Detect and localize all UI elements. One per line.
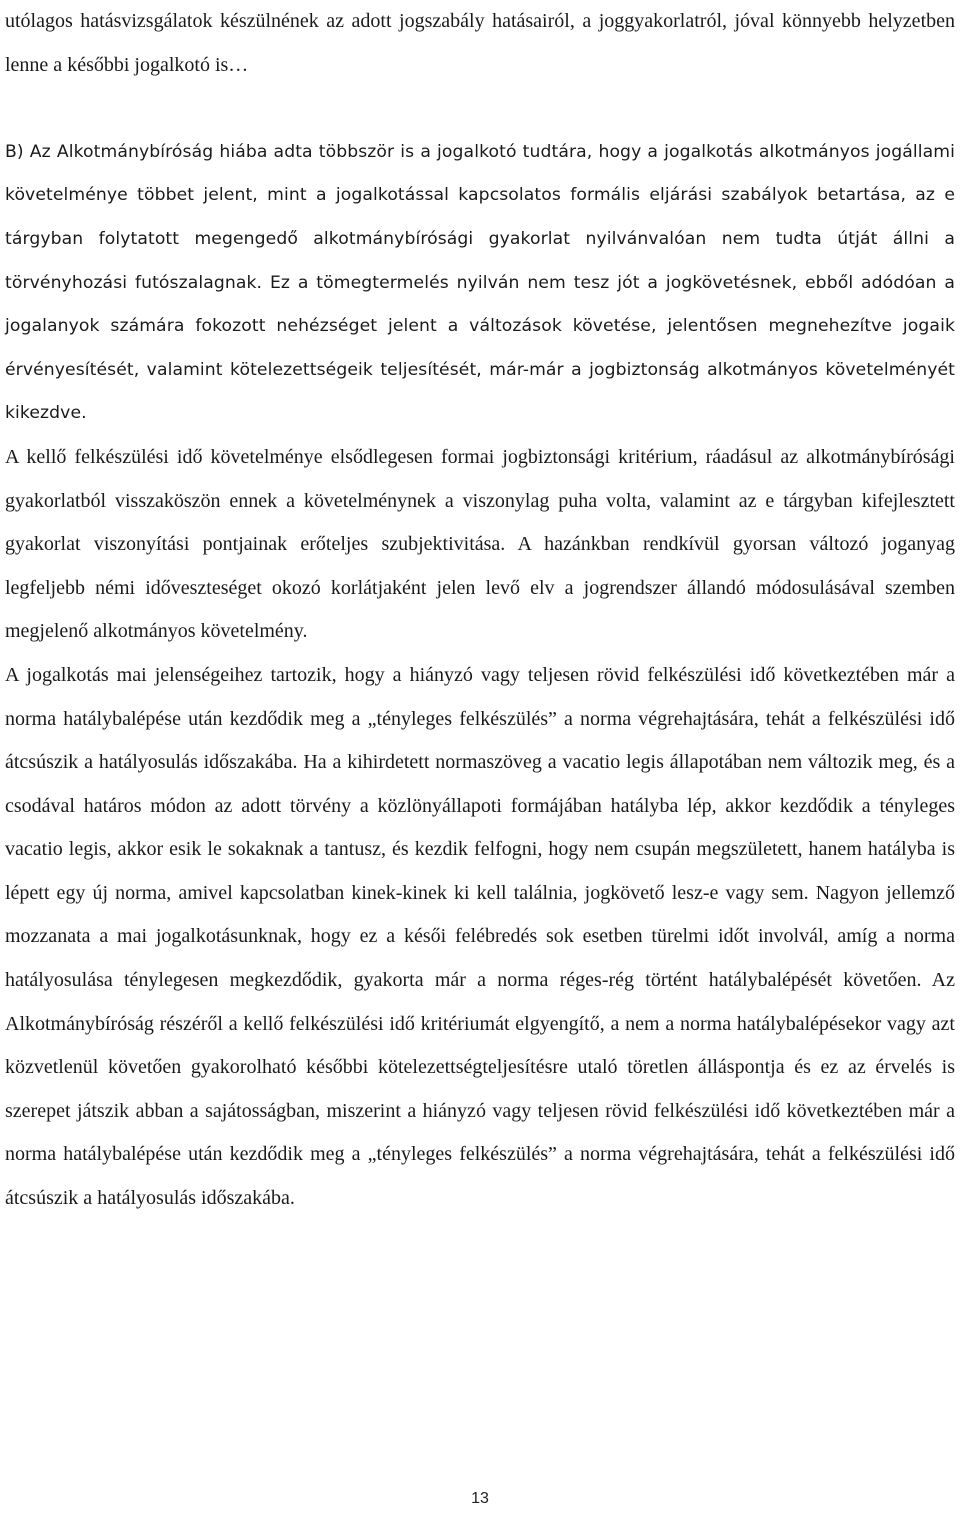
page-number: 13 (471, 1490, 489, 1507)
paragraph-b-constitutional-court: B) Az Alkotmánybíróság hiába adta többször is a jogalkotó tudtára, hogy a jogalkotás alkotmányos jogállami követelménye többet jelent, mint a jogalkotással kapcsolatos formális eljárási szabályok betartása, az e tárgyban folytatott megengedő alkotmánybírósági gyakorlat nyilvánvalóan nem tudta útját állni a törvényhozási futószalagnak. Ez a tömegtermelés nyilván nem tesz jót a jogkövetésnek, ebből adódóan a jogalanyok számára fokozott nehézséget jelent a változások követése, jelentősen megnehezítve jogaik érvényesítését, valamint kötelezettségeik teljesítését, már-már a jogbiztonság alkotmányos követelményét kikezdve. (5, 141, 955, 424)
document-page (5, 0, 955, 1221)
paragraph-legislation-phenomena: A jogalkotás mai jelenségeihez tartozik, hogy a hiányzó vagy teljesen rövid felkészülési idő következtében már a norma hatálybalépése után kezdődik meg a „tényleges felkészülés” a norma végrehajtására, tehát a felkészülési idő átcsúszik a hatályosulás időszakába. Ha a kihirdetett normaszöveg a vacatio legis állapotában nem változik meg, és a csodával határos módon az adott törvény a közlönyállapoti formájában hatályba lép, akkor kezdődik a tényleges vacatio legis, akkor esik le sokaknak a tantusz, és kezdik felfogni, hogy nem csupán megszületett, hanem hatályba is lépett egy új norma, amivel kapcsolatban kinek-kinek ki kell találnia, jogkövető lesz-e vagy sem. Nagyon jellemző mozzanata a mai jogalkotásunknak, hogy ez a késői felébredés sok esetben türelmi időt involvál, amíg a norma hatályosulása ténylegesen megkezdődik, gyakorta már a norma réges-rég történt hatálybalépését követően. Az Alkotmánybíróság részéről a kellő felkészülési idő kritériumát elgyengítő, a nem a norma hatálybalépésekor vagy azt közvetlenül követően gyakorolható későbbi kötelezettségteljesítésre utaló töretlen álláspontja és ez az érvelés is szerepet játszik abban a sajátosságban, miszerint a hiányzó vagy teljesen rövid felkészülési idő következtében már a norma hatálybalépése után kezdődik meg a „tényleges felkészülés” a norma végrehajtására, tehát a felkészülési idő átcsúszik a hatályosulás időszakába. (5, 663, 955, 1210)
paragraph-preparation-time: A kellő felkészülési idő követelménye elsődlegesen formai jogbiztonsági kritérium, ráadásul az alkotmánybírósági gyakorlatból visszaköszön ennek a követelménynek a viszonylag puha volta, valamint az e tárgyban kifejlesztett gyakorlat viszonyítási pontjainak erőteljes szubjektivitása. A hazánkban rendkívül gyorsan változó joganyag legfeljebb némi időveszteséget okozó korlátjaként jelen levő elv a jogrendszer állandó módosulásával szemben megjelenő alkotmányos követelmény. (5, 445, 955, 643)
paragraph-intro-continuation: utólagos hatásvizsgálatok készülnének az adott jogszabály hatásairól, a joggyakorlatról, jóval könnyebb helyzetben lenne a későbbi jogalkotó is… (5, 10, 955, 76)
